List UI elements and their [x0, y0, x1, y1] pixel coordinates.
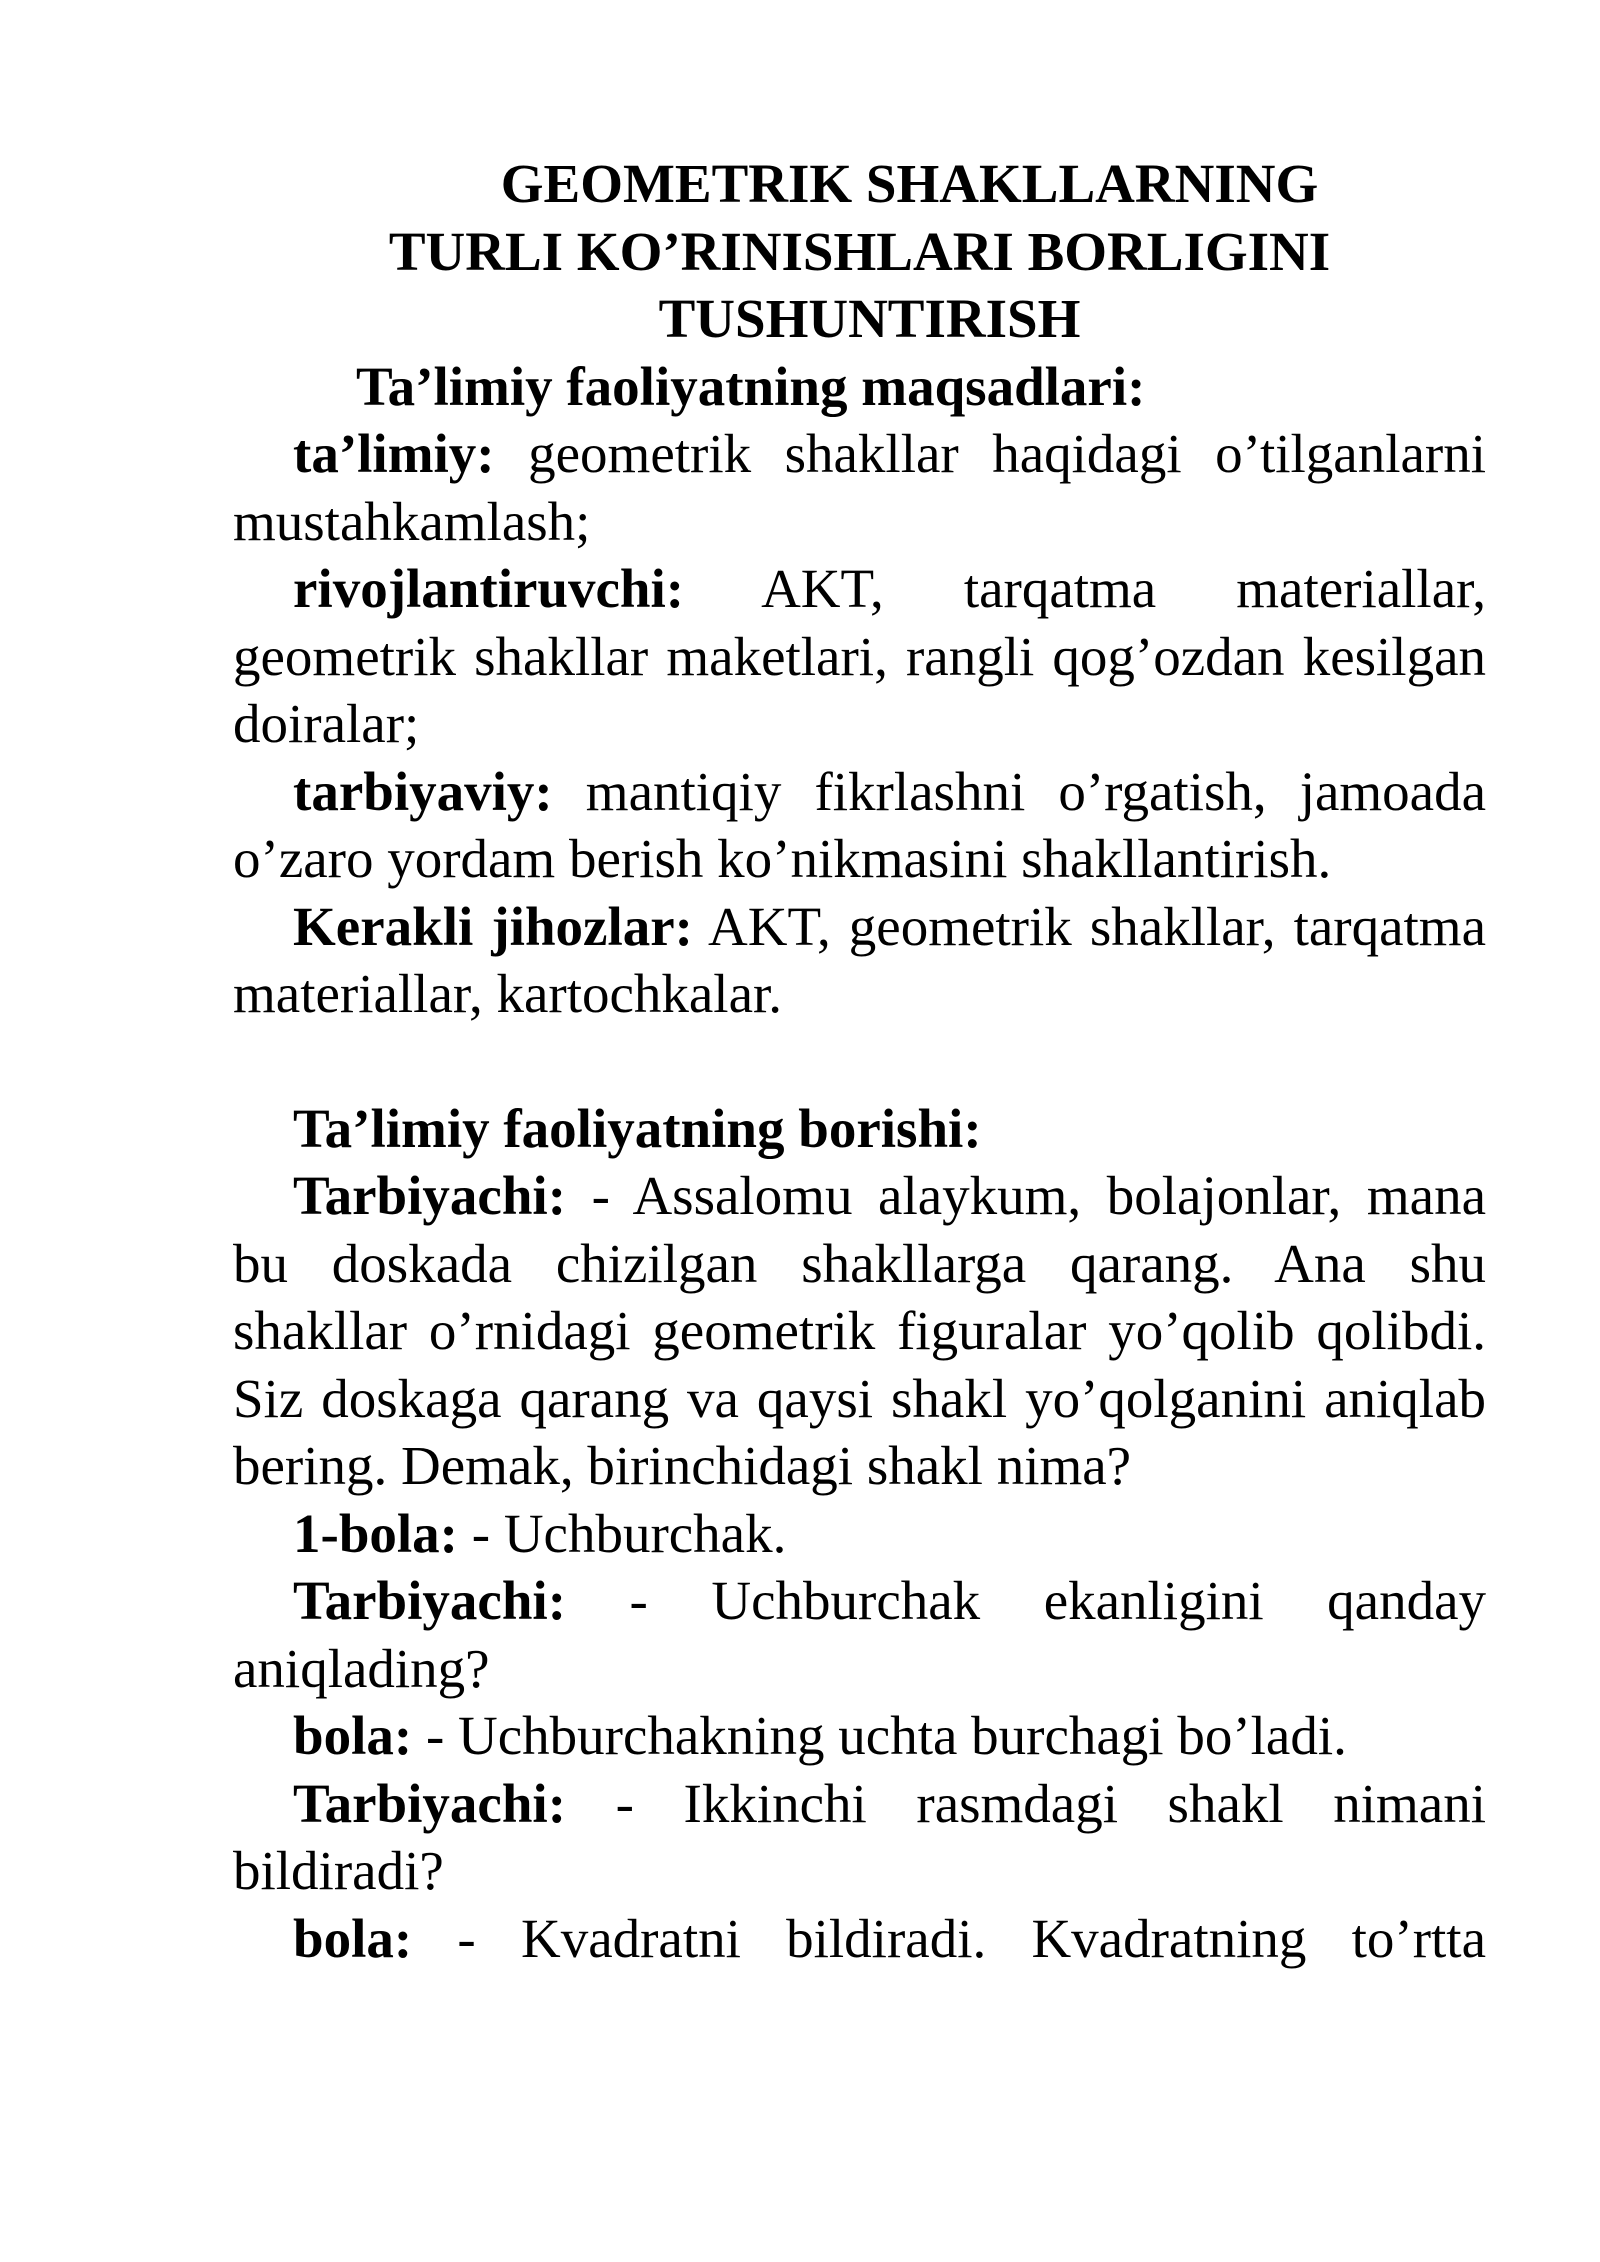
dialogue-line — [233, 1770, 1486, 1905]
speaker-label: bola: — [293, 1907, 413, 1969]
goal-label: rivojlantiruvchi: — [293, 558, 685, 619]
dialogue-line — [233, 1162, 1486, 1500]
dialogue-line — [233, 1500, 1486, 1568]
goal-label: tarbiyaviy: — [293, 760, 553, 822]
goal-paragraph-upbringing — [233, 758, 1486, 893]
document-page — [233, 150, 1486, 1972]
dialogue-line — [233, 1567, 1486, 1702]
speech-text: - Uchburchak. — [458, 1502, 787, 1564]
goal-text: mantiqiy fikrlashni o’rgatish, jamoada o’zaro yordam berish ko’nikmasini shakllantirish. — [233, 760, 1486, 889]
speech-text: - Uchburchakning uchta burchagi bo’ladi. — [412, 1705, 1347, 1766]
speaker-label: Tarbiyachi: — [293, 1570, 567, 1631]
goal-text: geometrik shakllar haqidagi o’tilganlarni mustahkamlash; — [233, 423, 1486, 552]
goal-paragraph-developmental — [233, 555, 1486, 758]
goal-paragraph-educational — [233, 420, 1486, 555]
speech-text: - Assalomu alaykum, bolajonlar, mana bu doskada chizilgan shakllarga qarang. Ana shu shakllar o’rnidagi geometrik figuralar yo’qolib qolibdi. Siz doskaga qarang va qaysi shakl yo’qolganini aniqlab bering. Demak, birinchidagi shakl nima? — [233, 1165, 1486, 1496]
equipment-paragraph — [233, 893, 1486, 1028]
goal-text: AKT, tarqatma materiallar, geometrik shakllar maketlari, rangli qog’ozdan kesilgan doiralar; — [233, 558, 1486, 754]
title-line-1: GEOMETRIK SHAKLLARNING — [500, 153, 1319, 214]
dialogue-line — [233, 1702, 1486, 1770]
goals-heading: Ta’limiy faoliyatning maqsadlari: — [356, 355, 1146, 417]
speaker-label: Tarbiyachi: — [293, 1772, 567, 1834]
title-line-2: TURLI KO’RINISHLARI BORLIGINI — [388, 220, 1331, 282]
speaker-label: bola: — [293, 1705, 413, 1766]
speech-text: - Kvadratni bildiradi. Kvadratning to’rtta — [412, 1907, 1486, 1969]
speaker-label: Tarbiyachi: — [293, 1165, 567, 1226]
document-title — [233, 150, 1486, 353]
speech-text: - Ikkinchi rasmdagi shakl nimani bildiradi? — [233, 1772, 1486, 1901]
equipment-label: Kerakli jihozlar: — [293, 895, 693, 957]
title-line-3: TUSHUNTIRISH — [658, 288, 1081, 349]
section-spacer — [233, 1028, 1486, 1095]
speaker-label: 1-bola: — [293, 1502, 458, 1564]
equipment-text: AKT, geometrik shakllar, tarqatma materiallar, kartochkalar. — [233, 895, 1486, 1024]
goal-label: ta’limiy: — [293, 423, 495, 484]
speech-text: - Uchburchak ekanligini qanday aniqlading? — [233, 1570, 1486, 1699]
dialogue-line — [233, 1905, 1486, 1973]
process-heading: Ta’limiy faoliyatning borishi: — [293, 1097, 982, 1159]
